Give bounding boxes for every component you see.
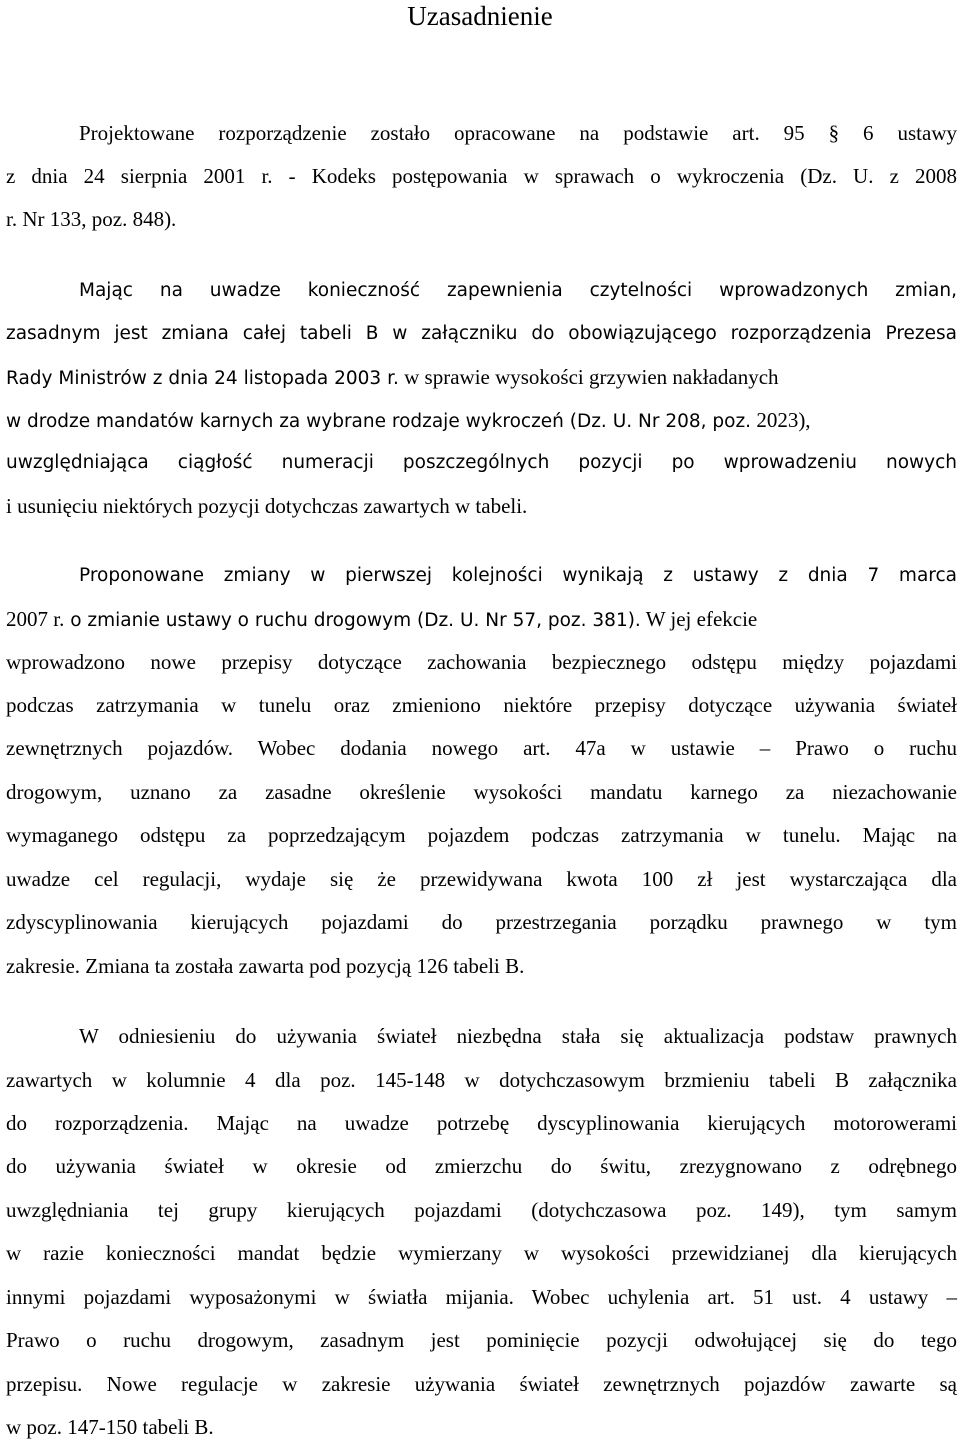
text-run: o zmianie ustawy o ruchu drogowym (Dz. U. Nr 57, poz. 381). bbox=[64, 610, 641, 631]
text-line: Projektowane rozporządzenie zostało opracowane na podstawie art. 95 § 6 ustawy bbox=[79, 121, 957, 145]
text-run: w sprawie wysokości grzywien nakładanych bbox=[398, 365, 779, 389]
text-line: Mając na uwadze konieczność zapewnienia czytelności wprowadzonych zmian, bbox=[79, 280, 957, 301]
text-line: Proponowane zmiany w pierwszej kolejności wynikają z ustawy z dnia 7 marca bbox=[79, 565, 957, 586]
text-line: uwzględniania tej grupy kierujących pojazdami (dotychczasowa poz. 149), tym samym bbox=[6, 1198, 957, 1222]
text-run: 2023), bbox=[751, 408, 811, 432]
text-line: Prawo o ruchu drogowym, zasadnym jest pominięcie pozycji odwołującej się do tego bbox=[6, 1328, 957, 1352]
text-line: r. Nr 133, poz. 848). bbox=[6, 207, 177, 231]
text-line: uwadze cel regulacji, wydaje się że przewidywana kwota 100 zł jest wystarczająca dla bbox=[6, 867, 957, 891]
text-line: przepisu. Nowe regulacje w zakresie używania świateł zewnętrznych pojazdów zawarte są bbox=[6, 1372, 957, 1396]
text-run: Rady Ministrów z dnia 24 listopada 2003 r. bbox=[6, 368, 399, 389]
text-line: zdyscyplinowania kierujących pojazdami do przestrzegania porządku prawnego w tym bbox=[6, 910, 957, 934]
text-line-mixed bbox=[6, 407, 957, 435]
text-run: w drodze mandatów karnych za wybrane rodzaje wykroczeń (Dz. U. Nr 208, poz. bbox=[6, 411, 752, 432]
text-line: W odniesieniu do używania świateł niezbędna stała się aktualizacja podstaw prawnych bbox=[79, 1024, 957, 1048]
text-line-mixed bbox=[6, 364, 957, 392]
text-line-mixed bbox=[6, 606, 957, 634]
text-line: do rozporządzenia. Mając na uwadze potrzebę dyscyplinowania kierujących motorowerami bbox=[6, 1111, 957, 1135]
text-line: innymi pojazdami wyposażonymi w światła mijania. Wobec uchylenia art. 51 ust. 4 ustawy ‒ bbox=[6, 1285, 957, 1309]
text-line: z dnia 24 sierpnia 2001 r. - Kodeks postępowania w sprawach o wykroczenia (Dz. U. z 2008 bbox=[6, 164, 957, 188]
text-line: do używania świateł w okresie od zmierzchu do świtu, zrezygnowano z odrębnego bbox=[6, 1154, 957, 1178]
text-line: podczas zatrzymania w tunelu oraz zmieniono niektóre przepisy dotyczące używania świateł bbox=[6, 693, 957, 717]
text-line: wprowadzono nowe przepisy dotyczące zachowania bezpiecznego odstępu między pojazdami bbox=[6, 650, 957, 674]
text-run: 2007 r. bbox=[6, 607, 65, 631]
text-line: zewnętrznych pojazdów. Wobec dodania nowego art. 47a w ustawie ‒ Prawo o ruchu bbox=[6, 736, 957, 760]
text-line: w razie konieczności mandat będzie wymierzany w wysokości przewidzianej dla kierujących bbox=[6, 1241, 957, 1265]
text-run: W jej efekcie bbox=[640, 607, 758, 631]
text-line: zawartych w kolumnie 4 dla poz. 145-148 w dotychczasowym brzmieniu tabeli B załącznika bbox=[6, 1068, 957, 1092]
document-title: Uzasadnienie bbox=[407, 1, 553, 31]
text-line: i usunięciu niektórych pozycji dotychczas zawartych w tabeli. bbox=[6, 494, 528, 518]
text-line: wymaganego odstępu za poprzedzającym pojazdem podczas zatrzymania w tunelu. Mając na bbox=[6, 823, 957, 847]
text-line: drogowym, uznano za zasadne określenie wysokości mandatu karnego za niezachowanie bbox=[6, 780, 957, 804]
text-line: w poz. 147-150 tabeli B. bbox=[6, 1415, 214, 1439]
text-line: uwzględniająca ciągłość numeracji poszczególnych pozycji po wprowadzeniu nowych bbox=[6, 452, 957, 473]
text-line: zasadnym jest zmiana całej tabeli B w załączniku do obowiązującego rozporządzenia Prezesa bbox=[6, 323, 957, 344]
text-line: zakresie. Zmiana ta została zawarta pod pozycją 126 tabeli B. bbox=[6, 954, 525, 978]
